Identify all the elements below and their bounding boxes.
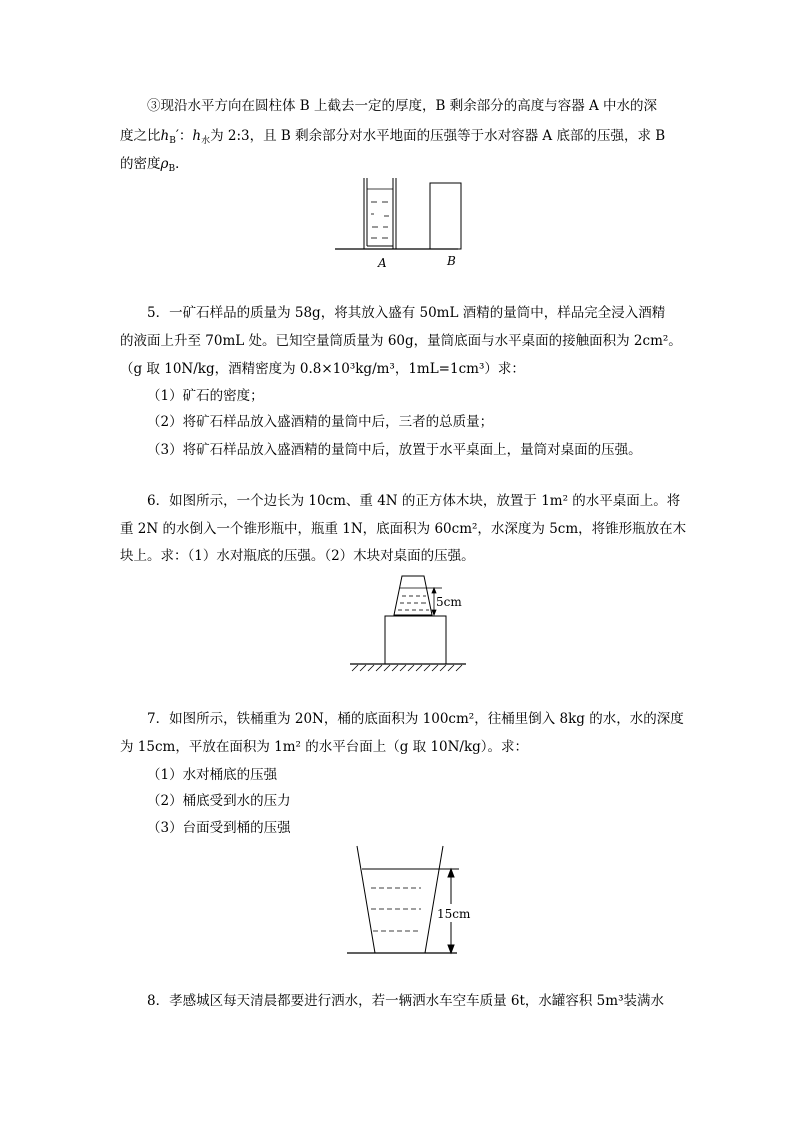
line2-suffix: 为 2:3，且 B 剩余部分对水平地面的压强等于水对容器 A 底部的压强，求 B bbox=[210, 128, 666, 144]
problem6-line2: 重 2N 的水倒入一个锥形瓶中，瓶重 1N，底面积为 60cm²，水深度为 5cm，将锥形瓶放在木 bbox=[120, 521, 687, 537]
problem6-line3: 块上。求：（1）水对瓶底的压强。（2）木块对桌面的压强。 bbox=[120, 548, 475, 564]
h-b-prime: h bbox=[160, 128, 170, 144]
problem4-part3-line2 bbox=[120, 126, 665, 148]
problem4-part3-line3 bbox=[120, 154, 189, 176]
problem5-q1: （1）矿石的密度； bbox=[147, 388, 264, 404]
figure-flask-on-block bbox=[348, 570, 468, 678]
line3-prefix: 的密度 bbox=[120, 156, 161, 172]
label-a: A bbox=[378, 256, 387, 270]
problem4-part3-line1: ③现沿水平方向在圆柱体 B 上截去一定的厚度，B 剩余部分的高度与容器 A 中水的深 bbox=[147, 98, 658, 114]
wooden-block bbox=[385, 616, 446, 664]
flask-depth-label: 5cm bbox=[436, 595, 462, 609]
water-dashes bbox=[371, 202, 389, 238]
rho: ρ bbox=[160, 156, 169, 172]
figure-container-a-cylinder-b bbox=[330, 175, 460, 275]
problem5-line3: （g 取 10N/kg，酒精密度为 0.8×10³kg/m³，1mL=1cm³）求： bbox=[120, 361, 525, 377]
h-b-sub: B bbox=[169, 136, 176, 146]
bucket-depth-label: 15cm bbox=[437, 907, 471, 921]
problem5-q2: （2）将矿石样品放入盛酒精的量筒中后，三者的总质量； bbox=[147, 414, 494, 430]
problem7-q3: （3）台面受到桶的压强 bbox=[147, 820, 291, 836]
table-hatching bbox=[352, 665, 462, 671]
problem5-q3: （3）将矿石样品放入盛酒精的量筒中后，放置于水平桌面上，量筒对桌面的压强。 bbox=[147, 442, 642, 458]
bucket-right-wall bbox=[425, 846, 443, 953]
line2-prefix: 度之比 bbox=[120, 128, 161, 144]
problem7-q2: （2）桶底受到水的压力 bbox=[147, 793, 291, 809]
bucket-left-wall bbox=[357, 846, 375, 953]
problem7-line2: 为 15cm，平放在面积为 1m² 的水平台面上（g 取 10N/kg）。求： bbox=[120, 739, 529, 755]
h-b-mark: ′： bbox=[175, 128, 193, 144]
cylinder-b bbox=[430, 183, 461, 249]
line3-suffix: ． bbox=[175, 156, 189, 172]
problem7-q1: （1）水对桶底的压强 bbox=[147, 767, 278, 783]
rho-sub: B bbox=[168, 164, 176, 174]
figure-iron-bucket bbox=[345, 842, 475, 957]
h-water: h bbox=[192, 128, 202, 144]
container-a bbox=[364, 178, 396, 249]
problem7-line1: 7．如图所示，铁桶重为 20N，桶的底面积为 100cm²，往桶里倒入 8kg 的水，水的深度 bbox=[147, 711, 684, 727]
conical-flask bbox=[394, 576, 432, 615]
flask-water-dashes bbox=[398, 596, 429, 610]
label-b: B bbox=[447, 254, 456, 268]
problem8-line1: 8．孝感城区每天清晨都要进行洒水，若一辆洒水车空车质量 6t，水罐容积 5m³装满水 bbox=[147, 993, 664, 1009]
h-water-sub: 水 bbox=[201, 136, 211, 146]
problem6-line1: 6．如图所示，一个边长为 10cm、重 4N 的正方体木块，放置于 1m² 的水平桌面上。将 bbox=[147, 493, 681, 509]
problem5-line1: 5．一矿石样品的质量为 58g，将其放入盛有 50mL 酒精的量筒中，样品完全浸入酒精 bbox=[147, 305, 666, 321]
problem5-line2: 的液面上升至 70mL 处。已知空量筒质量为 60g，量筒底面与水平桌面的接触面积为 2cm²。 bbox=[120, 333, 682, 349]
